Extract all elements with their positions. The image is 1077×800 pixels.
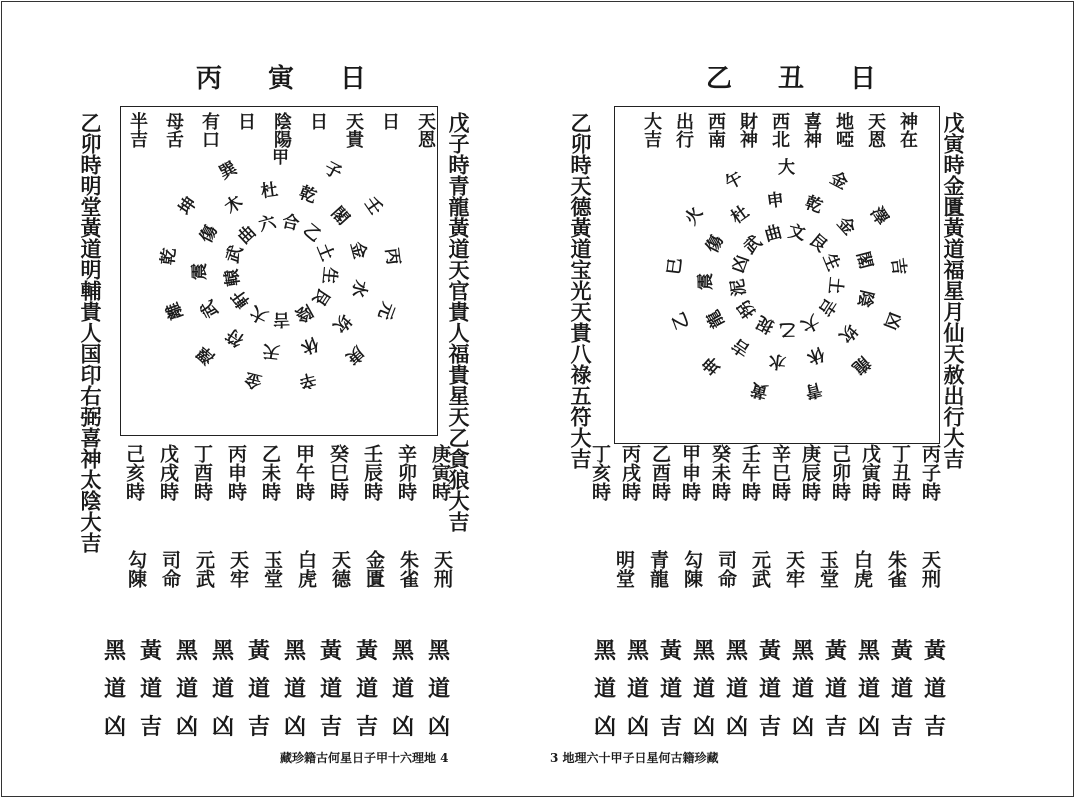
wheel-char: 大 [778,158,795,178]
god-entry: 母舌 [163,112,184,148]
dao-cell: 道 [792,676,815,702]
dao-cell: 凶 [392,714,415,740]
hour-entry: 庚寅時 [429,444,451,501]
dao-cell: 凶 [284,714,307,740]
right-last-entry: 乙卯時天德黃道宝光天貴八祿五符大吉 [568,112,593,469]
wheel-char: 杜 [727,201,753,228]
hour-entry: 丙申時 [225,444,247,501]
wheel-char: 辛 [296,367,319,392]
right-footer: 3 地理六十甲子日星何古籍珍藏 [550,751,719,765]
dao-cell: 黃 [660,638,683,664]
dao-cell: 道 [594,676,617,702]
dao-cell: 黑 [212,638,235,664]
wheel-char: 曲 [234,221,261,249]
star-entry: 天刑 [919,550,941,588]
hour-entry: 乙酉時 [649,444,671,501]
god-entry: 神在 [897,112,918,148]
hour-entry: 己亥時 [123,444,145,501]
dao-cell: 凶 [594,714,617,740]
wheel-char: 傷 [195,221,222,247]
wheel-char: 澤 [192,341,219,368]
star-entry: 金匱 [363,550,385,588]
star-entry: 天刑 [431,550,453,588]
dao-cell: 道 [726,676,749,702]
wheel-char: 庚 [342,341,369,368]
wheel-char: 水 [347,278,371,300]
wheel-char: 六 [256,211,279,236]
wheel-char: 拐 [734,296,761,322]
hour-entry: 丁丑時 [889,444,911,501]
dao-cell: 凶 [627,714,650,740]
god-entry: 喜神 [801,112,822,148]
dao-cell: 黑 [627,638,650,664]
dao-cell: 黑 [104,638,127,664]
wheel-char: 凶 [728,253,753,276]
dao-cell: 道 [320,676,343,702]
wheel-char: 元 [373,298,399,322]
wheel-char: 申 [766,189,786,212]
wheel-char: 坎 [834,320,861,347]
wheel-char: 大 [246,301,272,327]
dao-cell: 道 [248,676,271,702]
dao-cell: 凶 [726,714,749,740]
right-page [538,0,1076,800]
star-entry: 明堂 [613,550,635,588]
star-entry: 天牢 [227,550,249,588]
star-entry: 司命 [715,550,737,588]
wheel-char: 甲 [272,148,289,168]
god-entry: 地啞 [833,112,854,148]
wheel-char: 閣 [852,249,877,271]
dao-cell: 吉 [140,714,163,740]
right-main-entry: 戊寅時金匱黃道福星月仙天赦出行大吉 [941,112,966,469]
wheel-char: 生 [317,265,340,285]
star-entry: 元武 [193,550,215,588]
dao-cell: 凶 [792,714,815,740]
god-entry: 日 [307,112,328,130]
dao-cell: 道 [693,676,716,702]
star-entry: 勾陳 [125,550,147,588]
wheel-char: 丙 [381,247,404,267]
wheel-char: 傷 [701,231,728,257]
star-entry: 白虎 [295,550,317,588]
wheel-char: 坤 [174,193,201,220]
dao-cell: 凶 [858,714,881,740]
left-last-entry: 乙卯時明堂黃道明輔貴人国印右弼喜神太陰大吉 [78,112,103,553]
dao-cell: 黃 [924,638,947,664]
dao-cell: 道 [924,676,947,702]
star-entry: 元武 [749,550,771,588]
dao-cell: 凶 [176,714,199,740]
dao-cell: 黃 [140,638,163,664]
wheel-char: 武 [222,243,247,266]
wheel-char: 離 [162,298,188,322]
wheel-char: 捉 [752,311,778,337]
dao-cell: 道 [392,676,415,702]
dao-cell: 吉 [891,714,914,740]
wheel-char: 青 [802,377,825,402]
dao-cell: 黑 [284,638,307,664]
star-entry: 玉堂 [817,550,839,588]
wheel-char: 土 [312,240,338,264]
wheel-char: 金 [346,239,371,261]
hour-entry: 癸未時 [709,444,731,501]
wheel-char: 金 [832,213,860,240]
wheel-char: 杜 [260,179,280,202]
god-entry: 半吉 [127,112,148,148]
god-entry: 陰陽 [271,112,292,148]
dao-cell: 道 [627,676,650,702]
hour-entry: 甲申時 [679,444,701,501]
dao-cell: 道 [104,676,127,702]
wheel-char: 吉 [728,334,755,361]
star-entry: 白虎 [851,550,873,588]
wheel-char: 天 [262,339,282,362]
hour-entry: 癸巳時 [327,444,349,501]
wheel-char: 乙 [298,220,325,247]
wheel-char: 坤 [698,351,725,378]
god-entry: 西北 [769,112,790,148]
dao-cell: 黃 [759,638,782,664]
wheel-char: 艮 [804,230,831,257]
dao-cell: 道 [356,676,379,702]
dao-cell: 凶 [693,714,716,740]
hour-entry: 丁酉時 [191,444,213,501]
wheel-char: 軒 [228,286,255,312]
god-entry: 出行 [673,112,694,148]
dao-cell: 道 [759,676,782,702]
wheel-char: 凶 [879,308,905,332]
god-entry: 天恩 [865,112,886,148]
hour-entry: 壬午時 [739,444,761,501]
wheel-char: 武 [196,296,223,322]
star-entry: 勾陳 [681,550,703,588]
wheel-char: 泥 [727,277,750,298]
wheel-char: 午 [722,168,747,194]
star-entry: 朱雀 [397,550,419,588]
wheel-char: 吉 [887,257,910,277]
hour-entry: 戊寅時 [859,444,881,501]
dao-cell: 黑 [176,638,199,664]
wheel-char: 乾 [296,182,320,208]
left-page [0,0,538,800]
dao-cell: 吉 [356,714,379,740]
dao-cell: 黃 [248,638,271,664]
wheel-char: 艮 [308,284,335,310]
star-entry: 天牢 [783,550,805,588]
dao-cell: 黑 [858,638,881,664]
wheel-char: 武 [740,231,767,259]
wheel-char: 壬 [360,193,387,220]
star-entry: 司命 [159,550,181,588]
wheel-char: 乾 [802,192,826,218]
dao-cell: 黃 [356,638,379,664]
star-entry: 青龍 [647,550,669,588]
wheel-char: 吉 [814,294,841,320]
wheel-char: 閣 [326,203,354,230]
wheel-char: 子 [320,158,345,184]
god-entry: 有口 [199,112,220,148]
wheel-char: 火 [680,203,707,230]
wheel-char: 金 [242,367,265,392]
star-entry: 玉堂 [261,550,283,588]
hour-entry: 辛巳時 [769,444,791,501]
wheel-char: 乙 [668,308,694,332]
god-entry: 大吉 [641,112,662,148]
wheel-char: 大 [797,309,823,336]
wheel-char: 陰 [291,299,317,326]
wheel-char: 坎 [328,310,355,337]
left-footer: 藏珍籍古何星日子甲十六理地 4 [280,751,449,765]
left-main-entry: 戊子時青龍黃道天官貴人福貴星天乙貪狼大吉 [446,112,471,532]
dao-cell: 黃 [320,638,343,664]
dao-cell: 道 [428,676,451,702]
wheel-char: 生 [818,250,844,274]
hour-entry: 丁亥時 [589,444,611,501]
hour-entry: 丙戌時 [619,444,641,501]
dao-cell: 道 [176,676,199,702]
dao-cell: 黑 [792,638,815,664]
wheel-char: 休 [804,342,828,368]
god-entry: 天貴 [343,112,364,148]
right-compass-wheel [656,150,916,410]
wheel-char: 文 [786,221,808,245]
dao-cell: 道 [284,676,307,702]
dao-cell: 吉 [924,714,947,740]
god-entry: 日 [235,112,256,130]
wheel-char: 乾 [157,247,180,267]
wheel-char: 吉 [272,308,291,330]
dao-cell: 道 [891,676,914,702]
wheel-char: 澤 [866,203,893,230]
wheel-char: 乙 [778,318,797,340]
wheel-char: 木 [221,191,247,218]
wheel-char: 水 [768,349,788,372]
wheel-char: 震 [189,262,211,281]
dao-cell: 吉 [320,714,343,740]
god-entry: 財神 [737,112,758,148]
star-entry: 朱雀 [885,550,907,588]
wheel-char: 陰 [853,288,877,310]
wheel-char: 土 [823,275,846,295]
hour-entry: 丙子時 [919,444,941,501]
dao-cell: 凶 [104,714,127,740]
dao-cell: 黃 [825,638,848,664]
dao-cell: 吉 [248,714,271,740]
hour-entry: 己卯時 [829,444,851,501]
dao-cell: 黑 [392,638,415,664]
wheel-char: 曲 [762,221,785,246]
dao-cell: 吉 [825,714,848,740]
dao-cell: 道 [140,676,163,702]
dao-cell: 吉 [660,714,683,740]
dao-cell: 道 [212,676,235,702]
wheel-char: 龍 [702,306,729,332]
dao-cell: 黑 [428,638,451,664]
wheel-char: 休 [298,332,322,358]
wheel-char: 符 [222,324,249,351]
wheel-char: 巽 [216,158,241,184]
dao-cell: 黃 [891,638,914,664]
dao-cell: 黑 [594,638,617,664]
wheel-char: 震 [695,272,717,291]
hour-entry: 甲午時 [293,444,315,501]
dao-cell: 黑 [726,638,749,664]
wheel-char: 龍 [848,351,875,378]
wheel-char: 轅 [221,267,244,288]
hour-entry: 辛卯時 [395,444,417,501]
wheel-char: 金 [826,168,851,194]
dao-cell: 吉 [759,714,782,740]
left-compass-wheel [150,140,410,400]
hour-entry: 乙未時 [259,444,281,501]
dao-cell: 黑 [693,638,716,664]
hour-entry: 戊戌時 [157,444,179,501]
dao-cell: 道 [858,676,881,702]
god-entry: 西南 [705,112,726,148]
wheel-char: 合 [280,211,302,235]
dao-cell: 道 [825,676,848,702]
left-page-title: 丙寅日 [196,64,413,94]
star-entry: 天德 [329,550,351,588]
god-entry: 日 [379,112,400,130]
dao-cell: 凶 [428,714,451,740]
dao-cell: 道 [660,676,683,702]
wheel-char: 黃 [748,377,771,402]
hour-entry: 壬辰時 [361,444,383,501]
right-page-title: 乙丑日 [706,64,923,94]
wheel-char: 巳 [663,257,686,277]
hour-entry: 庚辰時 [799,444,821,501]
god-entry: 天恩 [415,112,436,148]
dao-cell: 凶 [212,714,235,740]
